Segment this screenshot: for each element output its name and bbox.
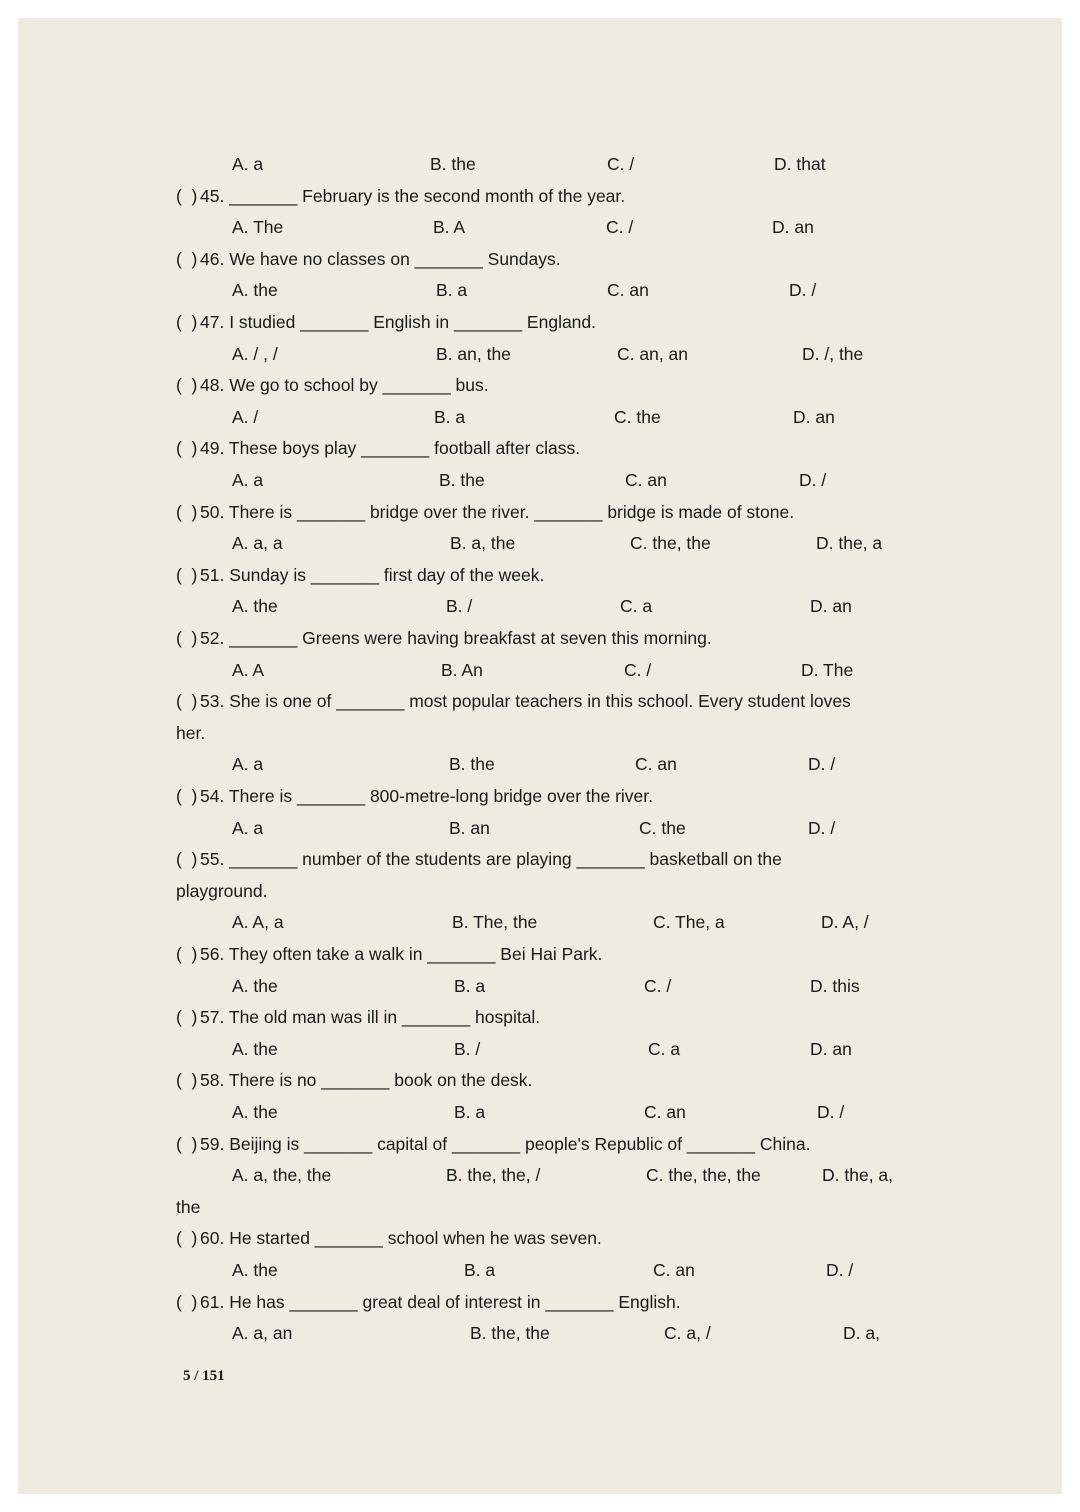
option-a[interactable]: A. A xyxy=(232,660,265,680)
option-b[interactable]: B. a xyxy=(454,976,486,996)
option-b[interactable]: B. a xyxy=(464,1260,496,1280)
answer-blank[interactable]: ( ) xyxy=(176,628,198,648)
option-b[interactable]: B. the, the xyxy=(470,1323,550,1343)
question-text: 57. The old man was ill in _______ hospital. xyxy=(200,1007,541,1027)
option-d[interactable]: D. this xyxy=(810,976,860,996)
question-line xyxy=(176,369,489,401)
option-c[interactable]: C. an xyxy=(625,470,667,490)
option-a[interactable]: A. a, a xyxy=(232,533,283,553)
question-line xyxy=(176,243,561,275)
option-d[interactable]: D. / xyxy=(808,818,836,838)
question-text: 54. There is _______ 800-metre-long bridge over the river. xyxy=(200,786,654,806)
question-text: 51. Sunday is _______ first day of the week. xyxy=(200,565,545,585)
answer-blank[interactable]: ( ) xyxy=(176,1292,198,1312)
option-a[interactable]: A. a, an xyxy=(232,1323,293,1343)
option-b[interactable]: B. a xyxy=(434,407,466,427)
question-line xyxy=(176,1222,602,1254)
answer-blank[interactable]: ( ) xyxy=(176,186,198,206)
option-a[interactable]: A. / , / xyxy=(232,344,278,364)
option-d[interactable]: D. that xyxy=(774,154,826,174)
option-c[interactable]: C. the xyxy=(639,818,686,838)
question-line xyxy=(176,306,596,338)
question-text: 45. _______ February is the second month of the year. xyxy=(200,186,626,206)
option-a[interactable]: A. The xyxy=(232,217,284,237)
question-line xyxy=(176,622,712,654)
answer-blank[interactable]: ( ) xyxy=(176,438,198,458)
option-d[interactable]: D. A, / xyxy=(821,912,869,932)
question-text: 50. There is _______ bridge over the river. _______ bridge is made of stone. xyxy=(200,502,795,522)
question-line xyxy=(176,843,782,875)
option-a[interactable]: A. the xyxy=(232,1102,278,1122)
option-c[interactable]: C. / xyxy=(607,154,635,174)
question-list xyxy=(18,18,1062,1494)
question-line xyxy=(176,780,653,812)
question-line xyxy=(176,938,602,970)
page-number: 5 / 151 xyxy=(183,1368,225,1384)
question-text: 48. We go to school by _______ bus. xyxy=(200,375,489,395)
option-d[interactable]: D. / xyxy=(817,1102,845,1122)
answer-blank[interactable]: ( ) xyxy=(176,944,198,964)
option-b[interactable]: B. The, the xyxy=(452,912,538,932)
option-d[interactable]: D. / xyxy=(808,754,836,774)
option-b[interactable]: B. / xyxy=(454,1039,481,1059)
option-b[interactable]: B. the, the, / xyxy=(446,1165,541,1185)
option-b[interactable]: B. A xyxy=(433,217,466,237)
option-a[interactable]: A. a xyxy=(232,818,264,838)
question-text: 61. He has _______ great deal of interest in _______ English. xyxy=(200,1292,681,1312)
option-c[interactable]: C. a, / xyxy=(664,1323,711,1343)
question-line xyxy=(176,1128,810,1160)
question-line xyxy=(176,559,544,591)
option-b[interactable]: B. the xyxy=(430,154,476,174)
option-d[interactable]: D. an xyxy=(793,407,835,427)
question-line xyxy=(176,1001,540,1033)
option-a[interactable]: A. a xyxy=(232,470,264,490)
question-line xyxy=(176,1064,532,1096)
answer-blank[interactable]: ( ) xyxy=(176,691,198,711)
option-c[interactable]: C. / xyxy=(606,217,634,237)
option-a[interactable]: A. the xyxy=(232,1039,278,1059)
question-line xyxy=(176,685,851,717)
question-text-continued: playground. xyxy=(176,881,268,901)
option-a[interactable]: A. A, a xyxy=(232,912,284,932)
option-c[interactable]: C. an xyxy=(635,754,677,774)
question-text: 56. They often take a walk in _______ Bei Hai Park. xyxy=(200,944,603,964)
option-c[interactable]: C. the xyxy=(614,407,661,427)
option-d[interactable]: D. / xyxy=(826,1260,854,1280)
option-b[interactable]: B. the xyxy=(439,470,485,490)
answer-blank[interactable]: ( ) xyxy=(176,1070,198,1090)
option-d[interactable]: D. / xyxy=(789,280,817,300)
option-d[interactable]: D. the, a, xyxy=(822,1165,894,1185)
answer-blank[interactable]: ( ) xyxy=(176,1228,198,1248)
question-line xyxy=(176,180,625,212)
option-b[interactable]: B. an xyxy=(449,818,490,838)
question-text: 59. Beijing is _______ capital of _______ people's Republic of _______ China. xyxy=(200,1134,811,1154)
option-d[interactable]: D. an xyxy=(810,596,852,616)
answer-blank[interactable]: ( ) xyxy=(176,786,198,806)
question-text: 46. We have no classes on _______ Sundays. xyxy=(200,249,561,269)
answer-blank[interactable]: ( ) xyxy=(176,249,198,269)
option-b[interactable]: B. a, the xyxy=(450,533,516,553)
option-c[interactable]: C. a xyxy=(648,1039,681,1059)
option-d[interactable]: D. the, a xyxy=(816,533,883,553)
question-text-continued: her. xyxy=(176,723,206,743)
option-d[interactable]: D. an xyxy=(810,1039,852,1059)
option-a[interactable]: A. the xyxy=(232,1260,278,1280)
option-c[interactable]: C. the, the, the xyxy=(646,1165,761,1185)
document-page xyxy=(18,18,1062,1494)
option-c[interactable]: C. / xyxy=(644,976,672,996)
question-text: 53. She is one of _______ most popular teachers in this school. Every student loves xyxy=(200,691,851,711)
answer-blank[interactable]: ( ) xyxy=(176,502,198,522)
option-a[interactable]: A. / xyxy=(232,407,259,427)
option-d[interactable]: D. The xyxy=(801,660,854,680)
option-c[interactable]: C. a xyxy=(620,596,653,616)
option-c[interactable]: C. / xyxy=(624,660,652,680)
option-c[interactable]: C. an xyxy=(653,1260,695,1280)
answer-blank[interactable]: ( ) xyxy=(176,375,198,395)
question-text: 60. He started _______ school when he was seven. xyxy=(200,1228,602,1248)
question-line xyxy=(176,496,794,528)
option-a[interactable]: A. a xyxy=(232,154,264,174)
option-b[interactable]: B. a xyxy=(436,280,468,300)
option-b[interactable]: B. an, the xyxy=(436,344,511,364)
question-text: 58. There is no _______ book on the desk. xyxy=(200,1070,533,1090)
option-c[interactable]: C. an xyxy=(607,280,649,300)
option-d[interactable]: D. an xyxy=(772,217,814,237)
option-b[interactable]: B. / xyxy=(446,596,473,616)
question-text: 52. _______ Greens were having breakfast at seven this morning. xyxy=(200,628,712,648)
option-c[interactable]: C. an, an xyxy=(617,344,689,364)
option-d[interactable]: D. /, the xyxy=(802,344,864,364)
question-line xyxy=(176,432,580,464)
question-line xyxy=(176,1286,681,1318)
answer-blank[interactable]: ( ) xyxy=(176,1134,198,1154)
question-text: 55. _______ number of the students are playing _______ basketball on the xyxy=(200,849,782,869)
option-b[interactable]: B. the xyxy=(449,754,495,774)
option-b[interactable]: B. An xyxy=(441,660,483,680)
question-text: 47. I studied _______ English in _______ England. xyxy=(200,312,597,332)
question-text: 49. These boys play _______ football after class. xyxy=(200,438,581,458)
option-text-continued: the xyxy=(176,1197,201,1217)
answer-blank[interactable]: ( ) xyxy=(176,565,198,585)
option-a[interactable]: A. the xyxy=(232,596,278,616)
option-c[interactable]: C. the, the xyxy=(630,533,711,553)
option-b[interactable]: B. a xyxy=(454,1102,486,1122)
option-a[interactable]: A. the xyxy=(232,976,278,996)
answer-blank[interactable]: ( ) xyxy=(176,312,198,332)
answer-blank[interactable]: ( ) xyxy=(176,849,198,869)
option-c[interactable]: C. The, a xyxy=(653,912,725,932)
option-a[interactable]: A. the xyxy=(232,280,278,300)
option-d[interactable]: D. a, xyxy=(843,1323,880,1343)
option-a[interactable]: A. a, the, the xyxy=(232,1165,332,1185)
answer-blank[interactable]: ( ) xyxy=(176,1007,198,1027)
option-c[interactable]: C. an xyxy=(644,1102,686,1122)
option-d[interactable]: D. / xyxy=(799,470,827,490)
option-a[interactable]: A. a xyxy=(232,754,264,774)
